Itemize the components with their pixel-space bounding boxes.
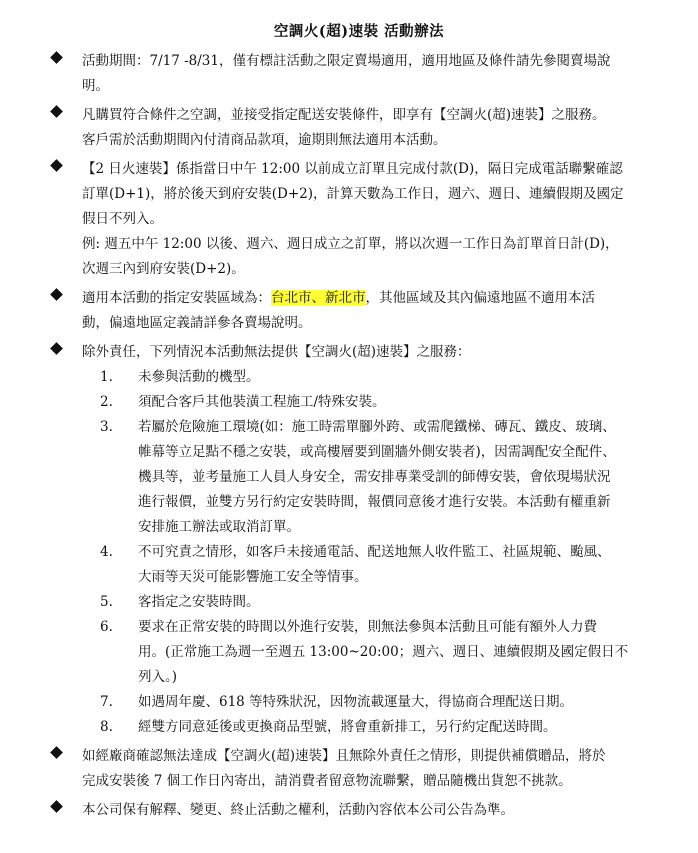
text-line: 訂單(D+1)，將於後天到府安裝(D+2)，計算天數為工作日，週六、週日、連續假期及國定: [82, 186, 624, 202]
page-title: 空調火(超)速裝 活動辦法: [273, 23, 445, 40]
text-line: 用。(正常施工為週一至週五 13:00~20:00；週六、週日、連續假期及國定假日不: [138, 644, 629, 660]
text-line: 凡購買符合條件之空調，並接受指定配送安裝條件，即享有【空調火(超)速裝】之服務。: [82, 107, 606, 123]
bullet-company-rights: [48, 798, 670, 823]
area-rest-text: ，其他區域及其內偏遠地區不適用本活: [365, 290, 595, 306]
text-line: 完成安裝後 7 個工作日內寄出，請消費者留意物流聯繫，贈品隨機出貨恕不挑款。: [82, 773, 572, 789]
text-line: 要求在正常安裝的時間以外進行安裝，則無法參與本活動且可能有額外人力費: [138, 619, 597, 635]
text-line: 進行報價，並雙方另行約定安裝時間，報價同意後才進行安裝。本活動有權重新: [138, 494, 611, 510]
item-number: 4.: [100, 544, 113, 560]
item-number: 2.: [100, 394, 113, 410]
text-line: 活動期間：7/17 -8/31，僅有標註活動之限定賣場適用，適用地區及條件請先參閱賣場說: [82, 53, 611, 69]
rules-list: [48, 49, 670, 823]
exclusion-item: [82, 615, 670, 690]
diamond-bullet-icon: [50, 746, 63, 759]
text-line: 安排施工辦法或取消訂單。: [138, 519, 300, 535]
exclusion-item: [82, 690, 670, 715]
diamond-bullet-icon: [50, 288, 63, 301]
diamond-bullet-icon: [50, 105, 63, 118]
bullet-service-area: [48, 286, 670, 336]
diamond-bullet-icon: [50, 342, 63, 355]
text-line: [82, 286, 670, 311]
item-number: 8.: [100, 719, 113, 735]
item-number: 7.: [100, 694, 113, 710]
text-line: 如遇周年慶、618 等特殊狀況，因物流載運量大，得協商合理配送日期。: [138, 694, 574, 710]
text-line: 除外責任，下列情況本活動無法提供【空調火(超)速裝】之服務：: [82, 344, 471, 360]
example-line: 次週三內到府安裝(D+2)。: [82, 261, 245, 277]
diamond-bullet-icon: [50, 159, 63, 172]
area-intro-text: 適用本活動的指定安裝區域為：: [82, 290, 271, 306]
diamond-bullet-icon: [50, 800, 63, 813]
text-line: 本公司保有解釋、變更、終止活動之權利，活動內容依本公司公告為準。: [82, 802, 514, 818]
exclusion-item: [82, 415, 670, 540]
example-line: 例: 週五中午 12:00 以後、週六、週日成立之訂單，將以次週一工作日為訂單首日計(D)，: [82, 236, 619, 252]
exclusion-item: [82, 715, 670, 740]
text-line: 動，偏遠地區定義請詳參各賣場說明。: [82, 315, 312, 331]
text-line: 機具等，並考量施工人員人身安全，需安排專業受訓的師傅安裝，會依現場狀況: [138, 469, 611, 485]
exclusion-item: [82, 540, 670, 590]
text-line: 未參與活動的機型。: [138, 369, 260, 385]
highlighted-area: 台北市、新北市: [271, 290, 366, 306]
text-line: 客戶需於活動期間內付清商品款項，逾期則無法適用本活動。: [82, 132, 447, 148]
text-line: 明。: [82, 78, 109, 94]
item-number: 3.: [100, 419, 113, 435]
text-line: 假日不列入。: [82, 211, 163, 227]
exclusion-item: [82, 390, 670, 415]
text-line: 列入。): [138, 669, 178, 685]
text-line: 須配合客戶其他裝潢工程施工/特殊安裝。: [138, 394, 386, 410]
item-number: 6.: [100, 619, 113, 635]
item-number: 5.: [100, 594, 113, 610]
exclusion-item: [82, 590, 670, 615]
exclusion-item: [82, 365, 670, 390]
text-line: 不可究責之情形，如客戶未接通電話、配送地無人收件監工、社區規範、颱風、: [138, 544, 611, 560]
exclusion-list: [82, 365, 670, 740]
text-line: 帷幕等立足點不穩之安裝，或高樓層要到圍牆外側安裝者)，因需調配安全配件、: [138, 444, 616, 460]
bullet-exclusions: [48, 340, 670, 740]
text-line: 【2 日火速裝】係指當日中午 12:00 以前成立訂單且完成付款(D)，隔日完成電話聯繫確認: [82, 161, 623, 177]
text-line: 客指定之安裝時間。: [138, 594, 260, 610]
bullet-eligibility: [48, 103, 670, 153]
item-number: 1.: [100, 369, 113, 385]
bullet-compensation: [48, 744, 670, 794]
text-line: 經雙方同意延後或更換商品型號，將會重新排工，另行約定配送時間。: [138, 719, 557, 735]
bullet-two-day-install: [48, 157, 670, 282]
text-line: 大雨等天災可能影響施工安全等情事。: [138, 569, 368, 585]
bullet-activity-period: [48, 49, 670, 99]
text-line: 如經廠商確認無法達成【空調火(超)速裝】且無除外責任之情形，則提供補償贈品，將於: [82, 748, 606, 764]
diamond-bullet-icon: [50, 51, 63, 64]
text-line: 若屬於危險施工環境(如：施工時需單腳外跨、或需爬鐵梯、磚瓦、鐵皮、玻璃、: [138, 419, 616, 435]
